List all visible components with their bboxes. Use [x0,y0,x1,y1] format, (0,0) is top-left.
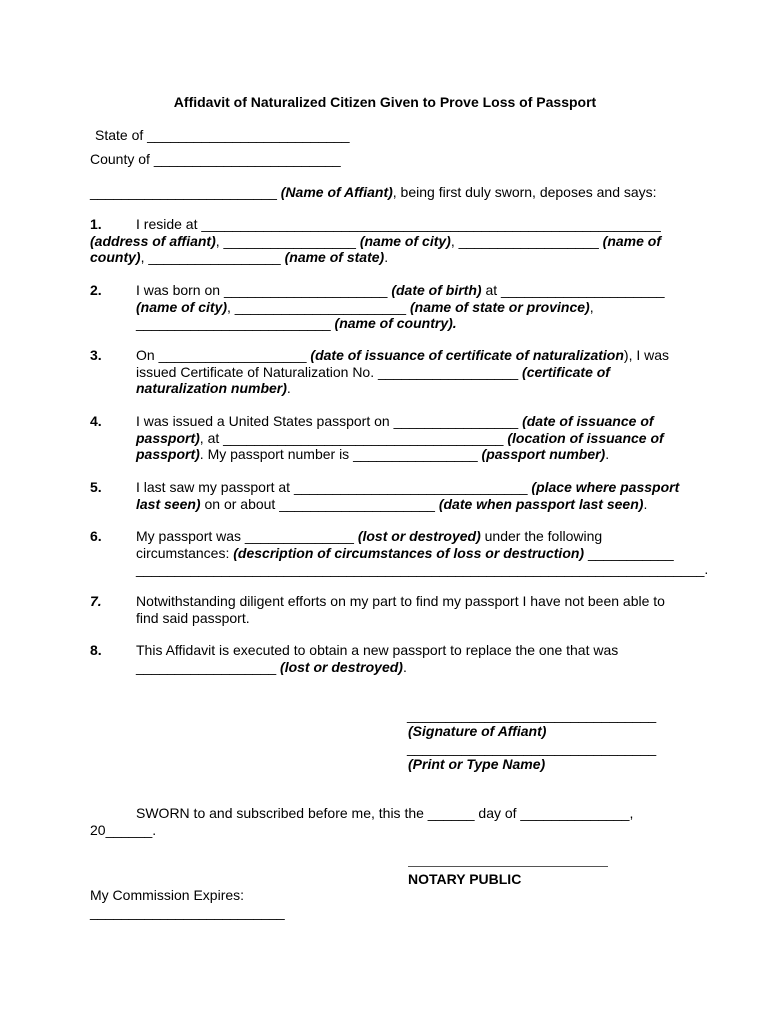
p1-period: . [384,249,389,265]
county-field: County of ________________________ [90,151,341,167]
p1-line1: I reside at ___________________________________________________________ [136,216,661,232]
signature-label: (Signature of Affiant) [408,723,547,739]
certificate-label-part2: naturalization number) [136,380,287,396]
print-name-label: (Print or Type Name) [408,756,546,772]
p7-line1: Notwithstanding diligent efforts on my part to find my passport I have not been able to [136,593,665,609]
paragraph-8 [136,642,676,675]
paragraph-1 [90,216,676,266]
paragraph-number-6: 6. [90,528,102,544]
issue-location-label-part2: passport) [136,446,200,462]
issue-location-blank: , at ____________________________________ [199,429,508,446]
p5-period: . [643,495,648,512]
passport-issue-date-blank: I was issued a United States passport on ________________ [136,413,523,429]
sworn-statement: SWORN to and subscribed before me, this the ______ day of ______________, [136,805,634,821]
affiant-name-label: (Name of Affiant) [280,184,393,200]
circumstances-line: _________________________________________________________________________. [136,561,709,577]
lost-destroyed-blank: My passport was ______________ [136,528,358,544]
p3-line1-end: ), I was [623,347,670,363]
passport-issue-date-label-part2: passport) [136,429,200,446]
intro-rest: , being first duly sworn, deposes and says: [392,184,657,200]
naturalization-date-label: (date of issuance of certificate of naturalization [310,347,624,363]
paragraph-number-3: 3. [90,347,102,363]
p4-period: . [605,446,610,462]
paragraph-number-8: 8. [90,642,102,658]
address-label: (address of affiant) [90,232,216,249]
p6-line1-end: under the following [480,528,603,544]
p8-period: . [402,658,407,675]
birth-date-label: (date of birth) [391,282,482,298]
notary-signature-line [408,866,608,867]
state-label: (name of state) [284,249,385,265]
paragraph-7 [136,593,676,626]
country-label: (name of country). [334,315,457,331]
passport-number-blank: . My passport number is ________________ [199,446,482,462]
affiant-name-blank: ________________________ [90,184,281,200]
paragraph-3 [136,347,676,397]
paragraph-2 [136,282,676,332]
paragraph-number-1: 1. [90,216,102,232]
last-seen-place-label-part1: (place where passport [531,479,680,495]
p3-period: . [286,380,291,396]
province-blank: , ______________________ [227,298,410,315]
document-title: Affidavit of Naturalized Citizen Given to Prove Loss of Passport [173,94,597,110]
city-label: (name of city) [359,232,451,249]
print-name-line: ________________________________ [407,740,657,756]
commission-expires-line: _________________________ [90,904,285,920]
paragraph-6 [136,528,709,578]
county-label-part2: county) [90,249,141,265]
paragraph-number-7: 7. [90,593,102,609]
paragraph-4 [136,413,676,463]
county-label-part1: (name of [602,232,661,249]
replace-label: (lost or destroyed) [280,658,403,675]
birth-city-label: (name of city) [136,298,228,315]
signature-line: ________________________________ [407,707,657,723]
birth-city-blank: at _____________________ [481,282,665,298]
circumstances-prefix: circumstances: [136,544,234,561]
last-seen-date-label: (date when passport last seen) [438,495,644,512]
intro-statement [90,184,657,201]
last-seen-date-blank: on or about ____________________ [200,495,439,512]
paragraph-number-4: 4. [90,413,102,429]
certificate-number-blank: issued Certificate of Naturalization No. __________________ [136,363,523,380]
lost-destroyed-label: (lost or destroyed) [357,528,481,544]
province-label: (name of state or province) [409,298,590,315]
paragraph-5 [136,479,680,512]
birth-date-blank: I was born on _____________________ [136,282,392,298]
issue-location-label-part1: (location of issuance of [507,429,664,446]
state-field: State of __________________________ [95,127,350,143]
passport-number-label: (passport number) [481,446,606,462]
p7-line2: find said passport. [136,609,250,626]
paragraph-number-5: 5. [90,479,102,495]
state-blank: , _________________ [140,249,285,265]
paragraph-number-2: 2. [90,282,102,298]
certificate-label-part1: (certificate of [522,363,610,380]
sworn-year: 20______. [90,822,157,838]
circumstances-blank: ___________ [584,544,674,561]
p2-comma: , [589,298,594,315]
notary-public-label: NOTARY PUBLIC [408,871,522,887]
commission-expires-label: My Commission Expires: [90,887,245,903]
city-blank: , _________________ [215,232,360,249]
p8-line1: This Affidavit is executed to obtain a new passport to replace the one that was [136,642,619,658]
country-blank: _________________________ [136,315,335,331]
passport-issue-date-label-part1: (date of issuance of [522,413,654,429]
circumstances-label: (description of circumstances of loss or destruction) [233,544,585,561]
last-seen-place-label-part2: last seen) [136,495,201,512]
naturalization-date-blank: On ___________________ [136,347,311,363]
replace-blank: __________________ [136,658,281,675]
last-seen-place-blank: I last saw my passport at ______________________________ [136,479,532,495]
county-blank: , __________________ [450,232,603,249]
